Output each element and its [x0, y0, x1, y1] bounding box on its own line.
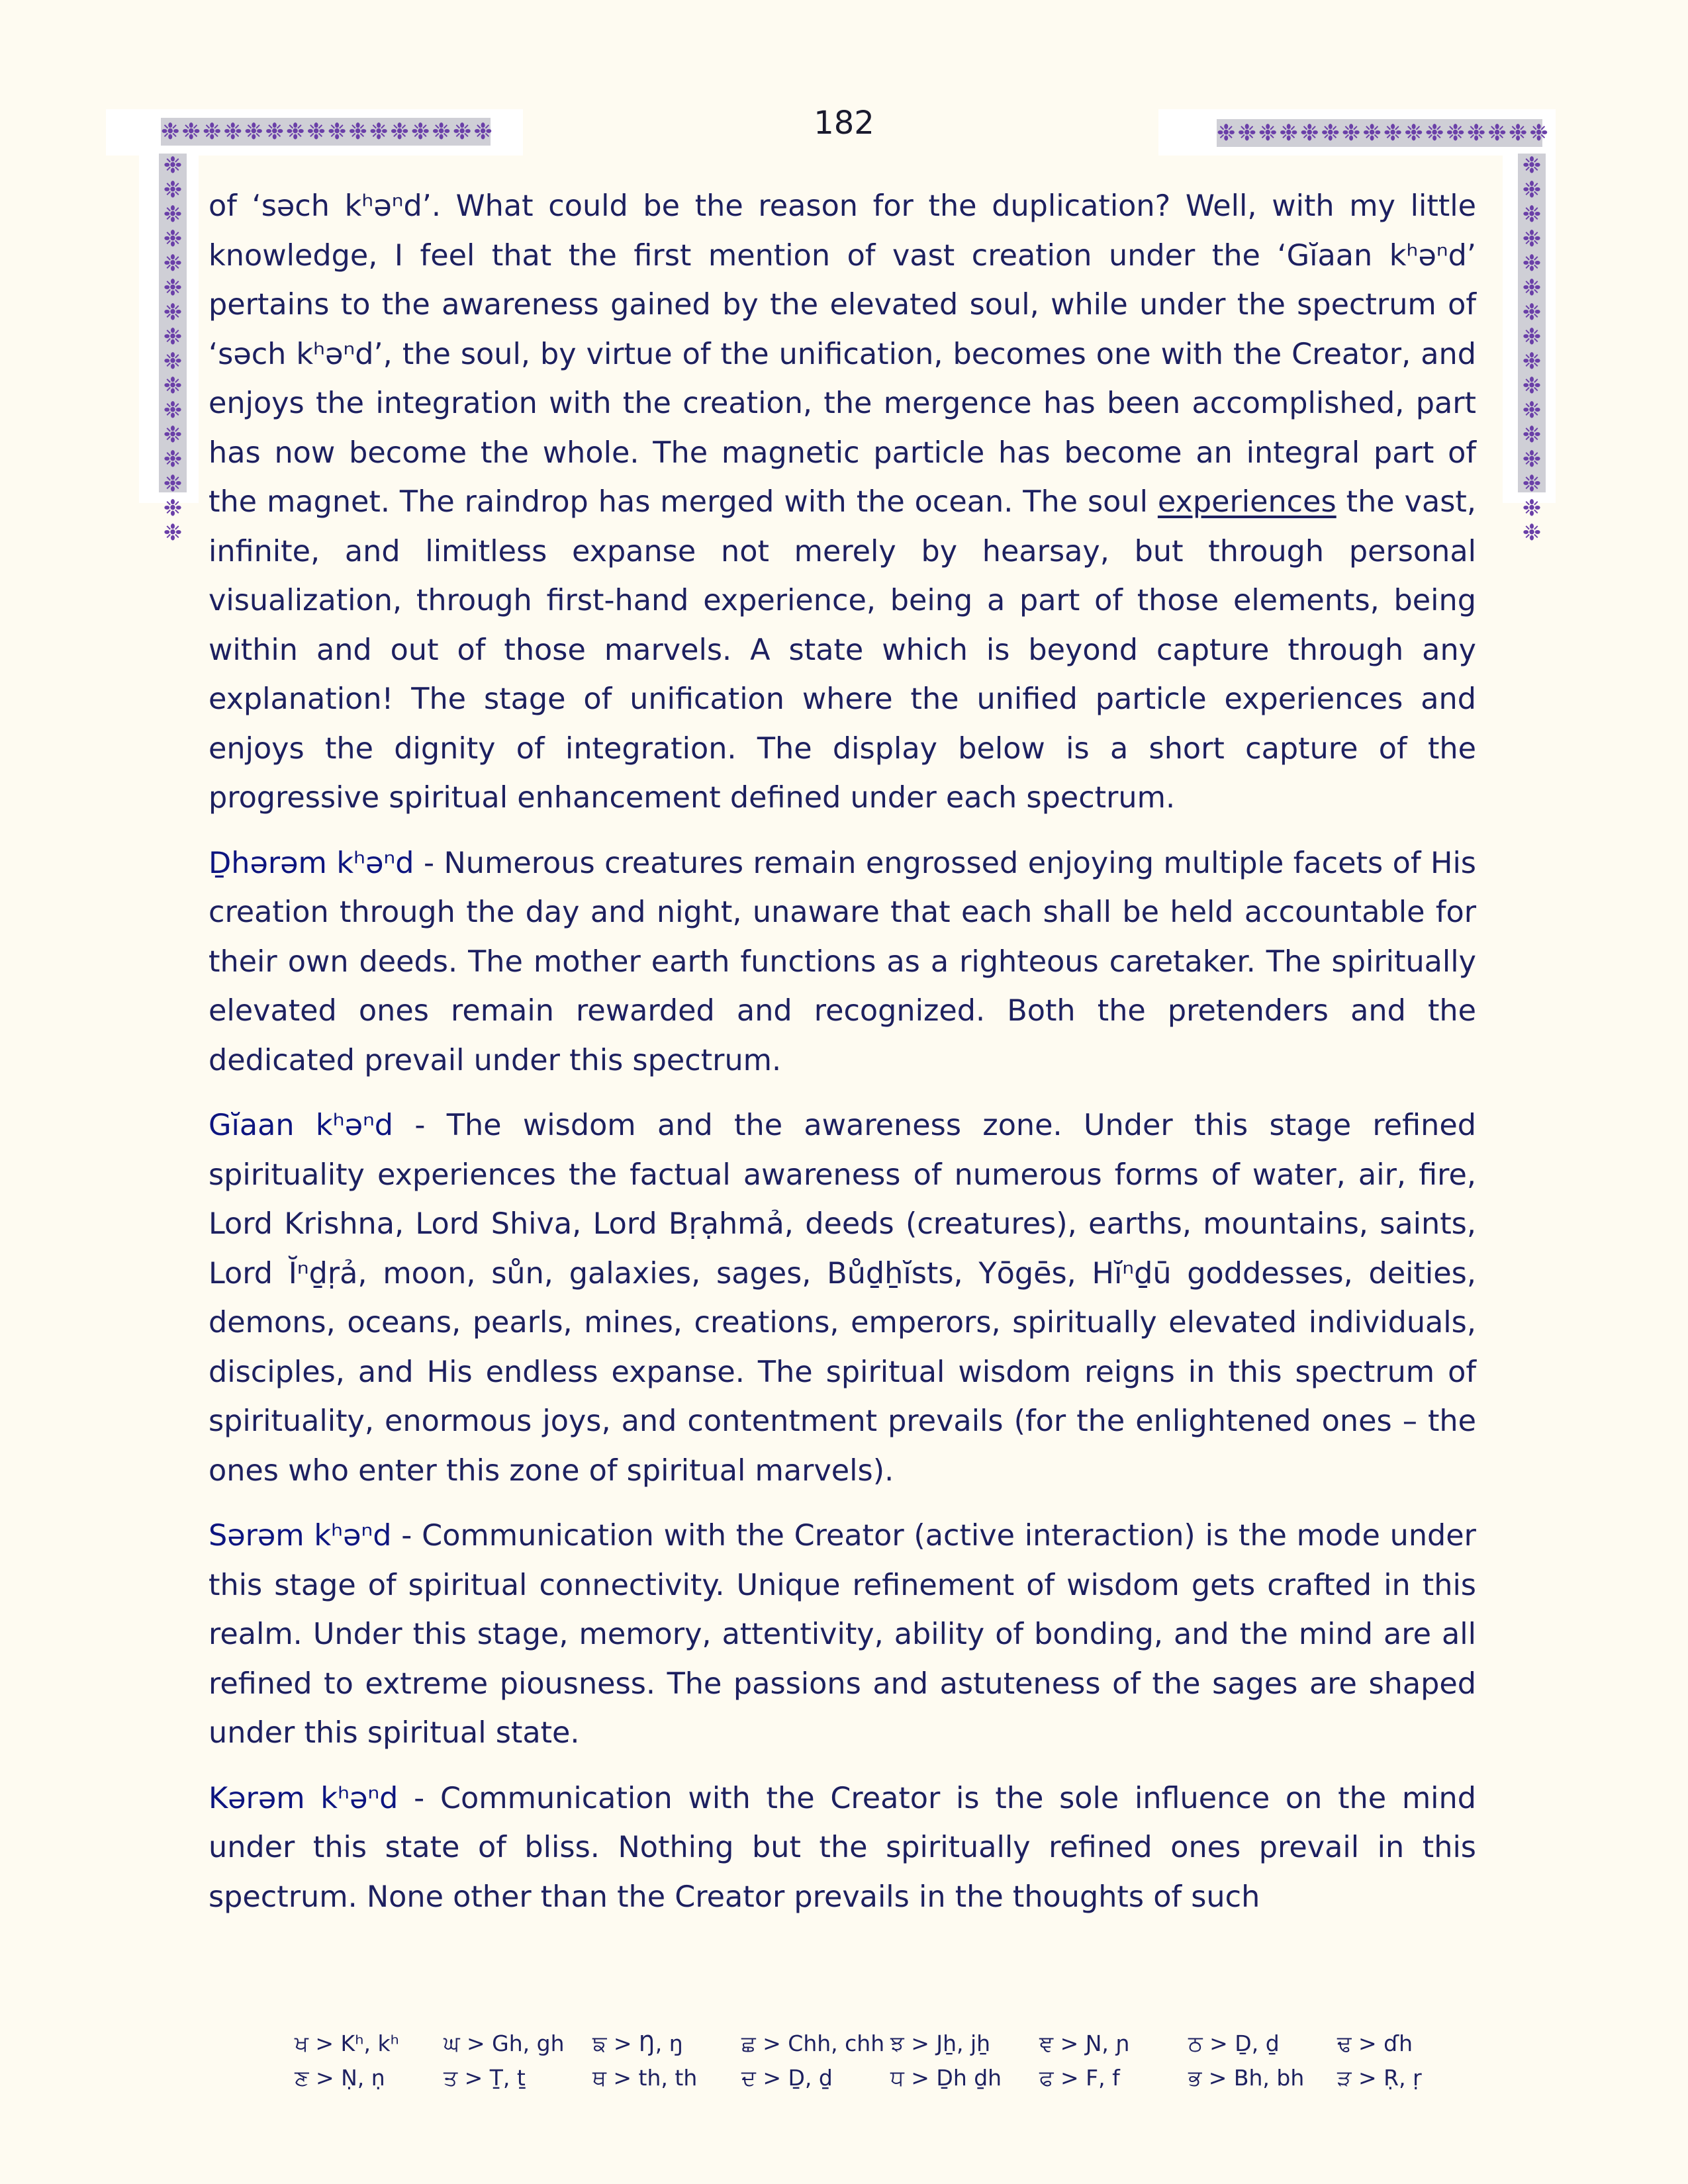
- giaan-term: Gĭaan kʰəⁿd: [209, 1109, 394, 1142]
- key-item: ੜ > Ṛ, ṛ: [1337, 2065, 1422, 2091]
- key-item: ਛ > Chh, chh: [741, 2030, 885, 2056]
- key-row-1: [295, 2026, 1486, 2061]
- giaan-paragraph: Gĭaan kʰəⁿd - The wisdom and the awareness zone. Under this stage refined spirituality experiences the factual awareness of numerous forms of water, air, fire, Lord Krishna, Lord Shiva, Lord Bṛạhmả, deeds (creatures), earths, mountains, saints, Lord Ĭⁿḏṛả, moon, sůn, galaxies, sages, Bůḏẖĭsts, Yōgēs, Hĭⁿḏū goddesses, deities, demons, oceans, pearls, mines, creations, emperors, spiritually elevated individuals, disciples, and His endless expanse. The spiritual wisdom reigns in this spectrum of spirituality, enormous joys, and contentment prevails (for the enlightened ones – the ones who enter this zone of spiritual marvels).: [209, 1109, 1476, 1488]
- karam-term: Kərəm kʰəⁿd: [209, 1781, 399, 1815]
- main-text: [209, 182, 1476, 1938]
- key-item: ਦ > Ḏ, ḏ: [741, 2065, 833, 2091]
- dharam-paragraph: Ḏhərəm kʰəⁿd - Numerous creatures remain engrossed enjoying multiple facets of His creation through the day and night, unaware that each shall be held accountable for their own deeds. The mother earth functions as a righteous caretaker. The spiritually elevated ones remain rewarded and recognized. Both the pretenders and the dedicated prevail under this spectrum.: [209, 846, 1476, 1077]
- key-item: ਫ > F, f: [1039, 2065, 1120, 2091]
- key-item: ਭ > Bh, bh: [1188, 2065, 1305, 2091]
- key-row-2: [295, 2061, 1486, 2095]
- karam-paragraph: Kərəm kʰəⁿd - Communication with the Creator is the sole influence on the mind under this state of bliss. Nothing but the spiritually refined ones prevail in this spectrum. None other than the Creator prevails in the thoughts of such: [209, 1781, 1476, 1914]
- key-item: ਣ > Ṇ, ṇ: [295, 2065, 385, 2091]
- key-item: ਙ > Ŋ, ŋ: [592, 2030, 683, 2056]
- underlined-word: experiences: [1157, 485, 1336, 519]
- top-left-ornament: ❉❉❉❉❉❉❉❉❉❉❉❉❉❉❉❉: [161, 118, 494, 145]
- key-item: ਧ > Ḏh ḏh: [890, 2065, 1002, 2091]
- key-item: ਘ > Gh, gh: [444, 2030, 565, 2056]
- transliteration-key: [295, 2026, 1486, 2095]
- key-item: ਢ > ɗh: [1337, 2030, 1413, 2056]
- saram-term: Sərəm kʰəⁿd: [209, 1519, 392, 1553]
- key-item: ਖ > Kʰ, kʰ: [295, 2030, 399, 2056]
- saram-paragraph: Sərəm kʰəⁿd - Communication with the Creator (active interaction) is the mode under this stage of spiritual connectivity. Unique refinement of wisdom gets crafted in this realm. Under this stage, memory, attentivity, ability of bonding, and the mind are all refined to extreme piousness. The passions and astuteness of the sages are shaped under this spiritual state.: [209, 1519, 1476, 1750]
- left-ornament: ❉❉❉❉❉❉❉❉❉❉❉❉❉❉❉❉: [159, 154, 187, 492]
- key-item: ਥ > th, th: [592, 2065, 698, 2091]
- key-item: ਞ > Ɲ, ɲ: [1039, 2030, 1130, 2056]
- right-ornament: ❉❉❉❉❉❉❉❉❉❉❉❉❉❉❉❉: [1518, 154, 1546, 492]
- key-item: ਤ > Ṯ, ṯ: [444, 2065, 526, 2091]
- intro-paragraph: of ‘səch kʰəⁿd’. What could be the reason for the duplication? Well, with my little knowledge, I feel that the first mention of vast creation under the ‘Gĭaan kʰəⁿd’ pertains to the awareness gained by the elevated soul, while under the spectrum of ‘səch kʰəⁿd’, the soul, by virtue of the unification, becomes one with the Creator, and enjoys the integration with the creation, the mergence has been accomplished, part has now become the whole. The magnetic particle has become an integral part of the magnet. The raindrop has merged with the ocean. The soul experiences the vast, infinite, and limitless expanse not merely by hearsay, but through personal visualization, through first-hand experience, being a part of those elements, being within and out of those marvels. A state which is beyond capture through any explanation! The stage of unification where the unified particle experiences and enjoys the dignity of integration. The display below is a short capture of the progressive spiritual enhancement defined under each spectrum.: [209, 189, 1476, 815]
- key-item: ਠ > Ḏ, ḏ: [1188, 2030, 1280, 2056]
- page-number: 182: [814, 105, 874, 142]
- top-right-ornament: ❉❉❉❉❉❉❉❉❉❉❉❉❉❉❉❉: [1217, 120, 1550, 146]
- dharam-term: Ḏhərəm kʰəⁿd: [209, 846, 414, 880]
- key-item: ਝ > Jẖ, jẖ: [890, 2030, 991, 2056]
